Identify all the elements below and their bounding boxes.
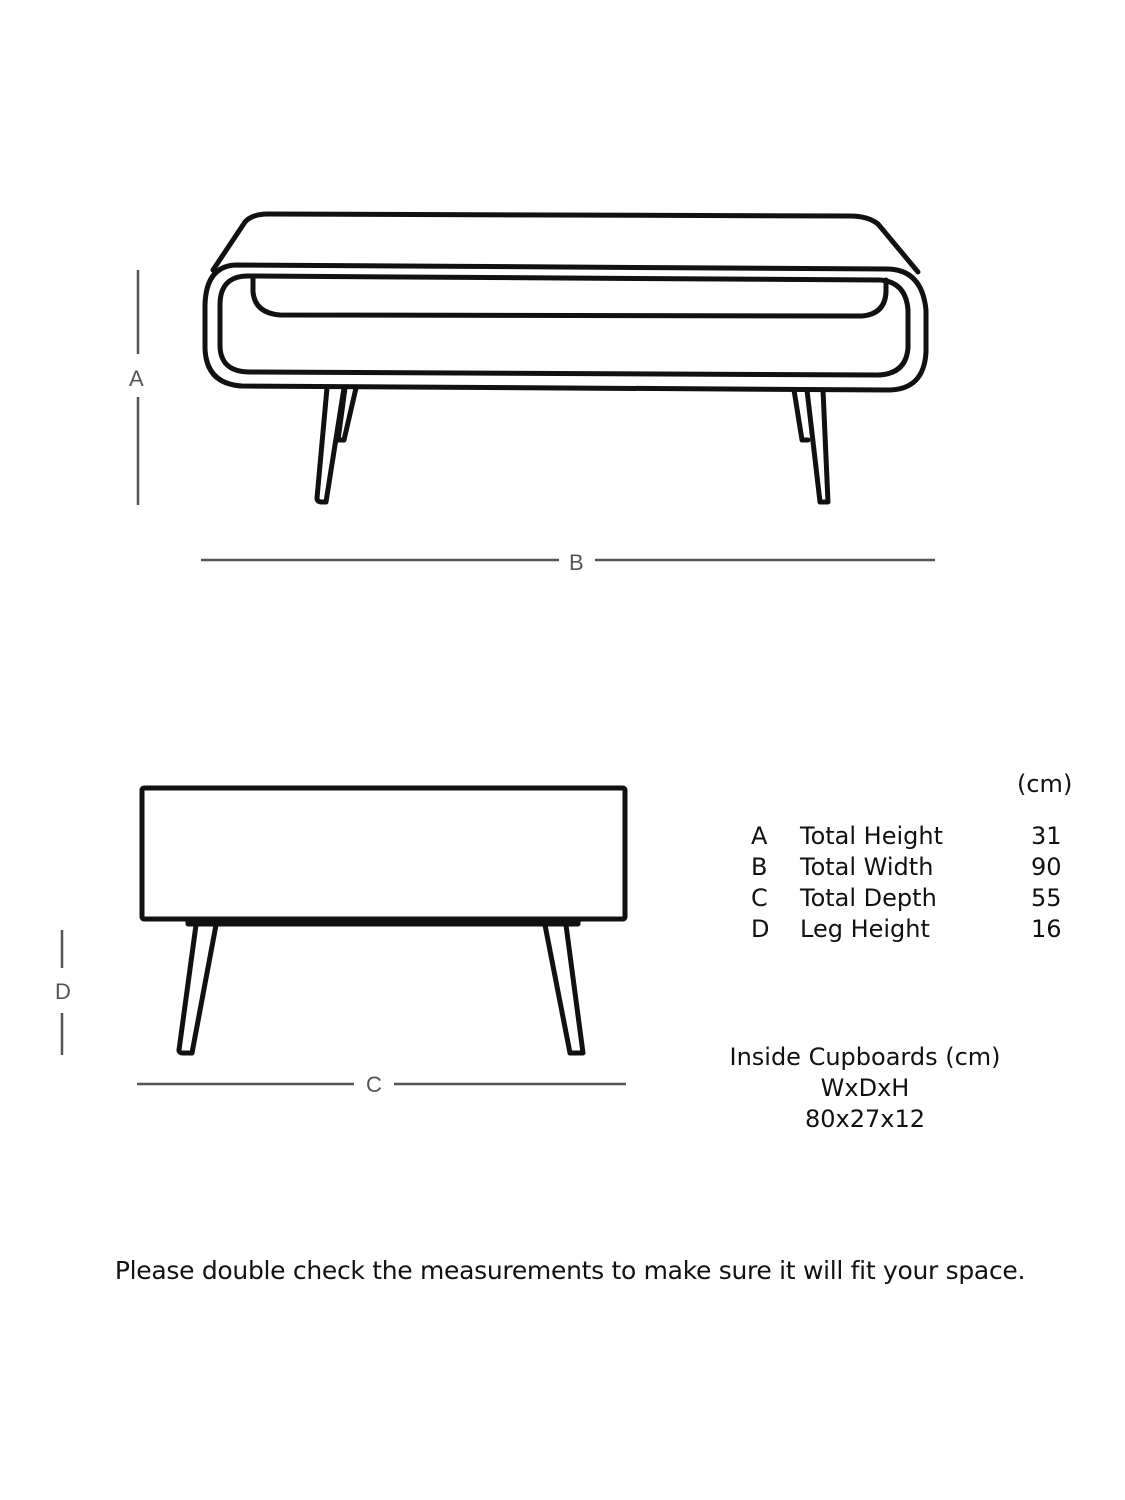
cupboards-title: Inside Cupboards (cm) [729, 1043, 1001, 1071]
side-right-leg [545, 925, 583, 1053]
cupboards-format: WxDxH [820, 1074, 910, 1102]
row-name: Total Width [800, 853, 934, 881]
row-value: 16 [1031, 915, 1062, 943]
table-row [745, 853, 1075, 884]
cupboards-value: 80x27x12 [804, 1105, 926, 1133]
side-body [142, 788, 625, 919]
inside-cupboards-info [715, 1042, 1015, 1135]
dimension-label-c: C [366, 1072, 382, 1097]
table-row [745, 822, 1075, 853]
side-left-leg [179, 925, 216, 1053]
units-label: (cm) [1017, 770, 1073, 798]
row-letter: C [751, 884, 768, 912]
row-name: Leg Height [800, 915, 930, 943]
row-name: Total Height [800, 822, 944, 850]
row-value: 90 [1031, 853, 1062, 881]
dimension-label-b: B [569, 550, 584, 575]
row-letter: B [751, 853, 768, 881]
dimension-label-d: D [55, 979, 71, 1004]
row-letter: D [751, 915, 770, 943]
table-row [745, 915, 1075, 946]
measurement-note: Please double check the measurements to make sure it will fit your space. [114, 1256, 1026, 1285]
row-value: 31 [1031, 822, 1062, 850]
row-name: Total Depth [800, 884, 937, 912]
row-value: 55 [1031, 884, 1062, 912]
row-letter: A [751, 822, 768, 850]
dimension-label-a: A [129, 366, 144, 391]
table-row [745, 884, 1075, 915]
